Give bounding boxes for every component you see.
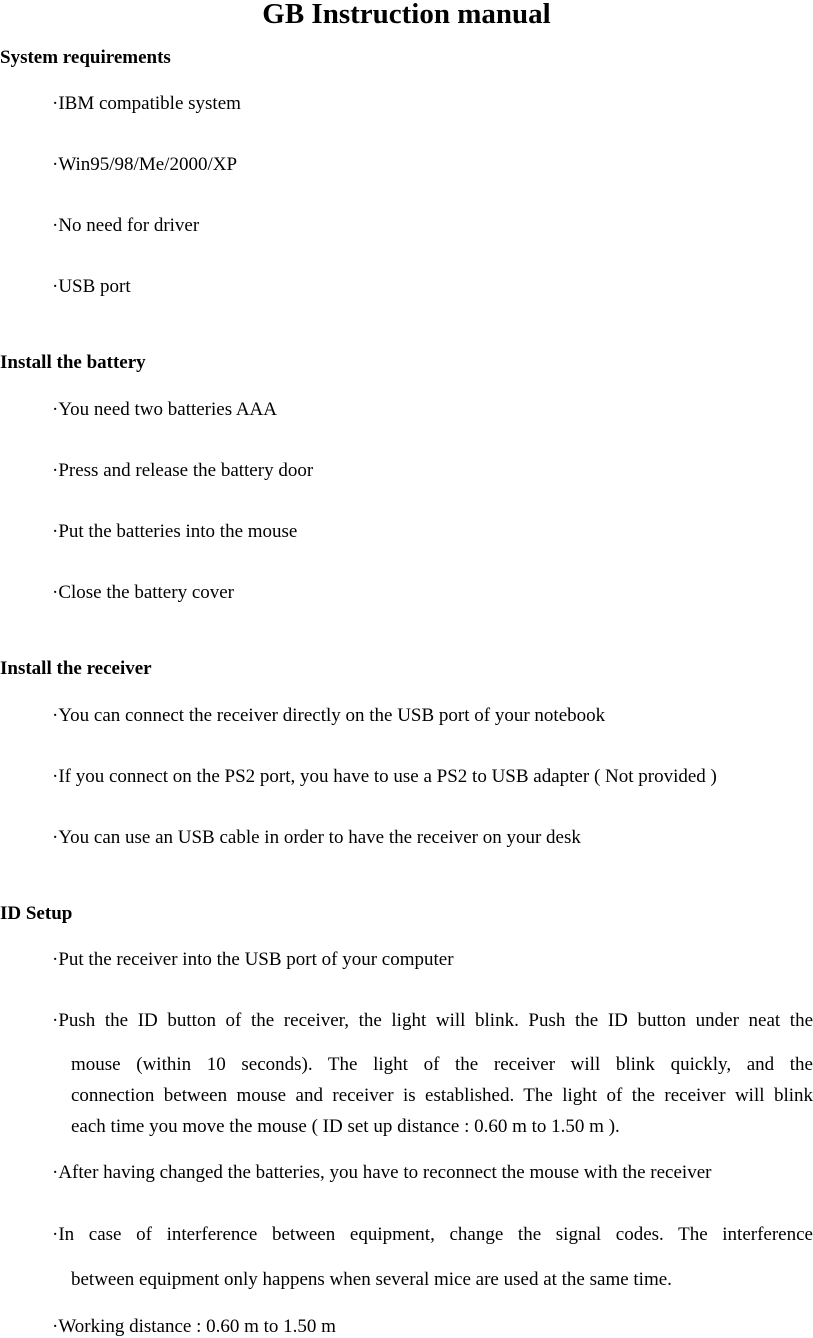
list-item-id-button xyxy=(52,1010,813,1138)
list-item: ·Win95/98/Me/2000/XP xyxy=(52,154,238,175)
section-heading-install-receiver: Install the receiver xyxy=(0,658,152,679)
section-heading-id-setup: ID Setup xyxy=(0,903,73,924)
list-item: ·You can use an USB cable in order to have the receiver on your desk xyxy=(52,827,581,848)
paragraph-line: ·Push the ID button of the receiver, the light will blink. Push the ID button under neat the xyxy=(52,1010,813,1031)
page-title: GB Instruction manual xyxy=(262,0,551,30)
list-item: ·IBM compatible system xyxy=(52,93,241,114)
paragraph-line: ·In case of interference between equipment, change the signal codes. The interference xyxy=(52,1224,813,1245)
list-item: ·If you connect on the PS2 port, you have to use a PS2 to USB adapter ( Not provided ) xyxy=(52,766,717,787)
list-item: ·You can connect the receiver directly on the USB port of your notebook xyxy=(52,705,606,726)
paragraph-line: each time you move the mouse ( ID set up distance : 0.60 m to 1.50 m ). xyxy=(71,1116,620,1137)
list-item: ·Put the receiver into the USB port of your computer xyxy=(52,949,454,970)
list-item: ·Put the batteries into the mouse xyxy=(52,521,298,542)
section-heading-install-battery: Install the battery xyxy=(0,352,146,373)
list-item: ·You need two batteries AAA xyxy=(52,399,277,420)
list-item: ·No need for driver xyxy=(52,215,200,236)
list-item-interference xyxy=(52,1224,813,1291)
paragraph-line: mouse (within 10 seconds). The light of the receiver will blink quickly, and the xyxy=(71,1054,813,1075)
paragraph-line: connection between mouse and receiver is established. The light of the receiver will blink xyxy=(71,1085,813,1106)
list-item: ·After having changed the batteries, you have to reconnect the mouse with the receiver xyxy=(52,1162,712,1183)
list-item: ·Press and release the battery door xyxy=(52,460,314,481)
paragraph-line: between equipment only happens when several mice are used at the same time. xyxy=(71,1269,672,1290)
list-item: ·Working distance : 0.60 m to 1.50 m xyxy=(52,1316,336,1337)
list-item: ·Close the battery cover xyxy=(52,582,235,603)
list-item: ·USB port xyxy=(52,276,131,297)
section-heading-system-requirements: System requirements xyxy=(0,47,171,68)
